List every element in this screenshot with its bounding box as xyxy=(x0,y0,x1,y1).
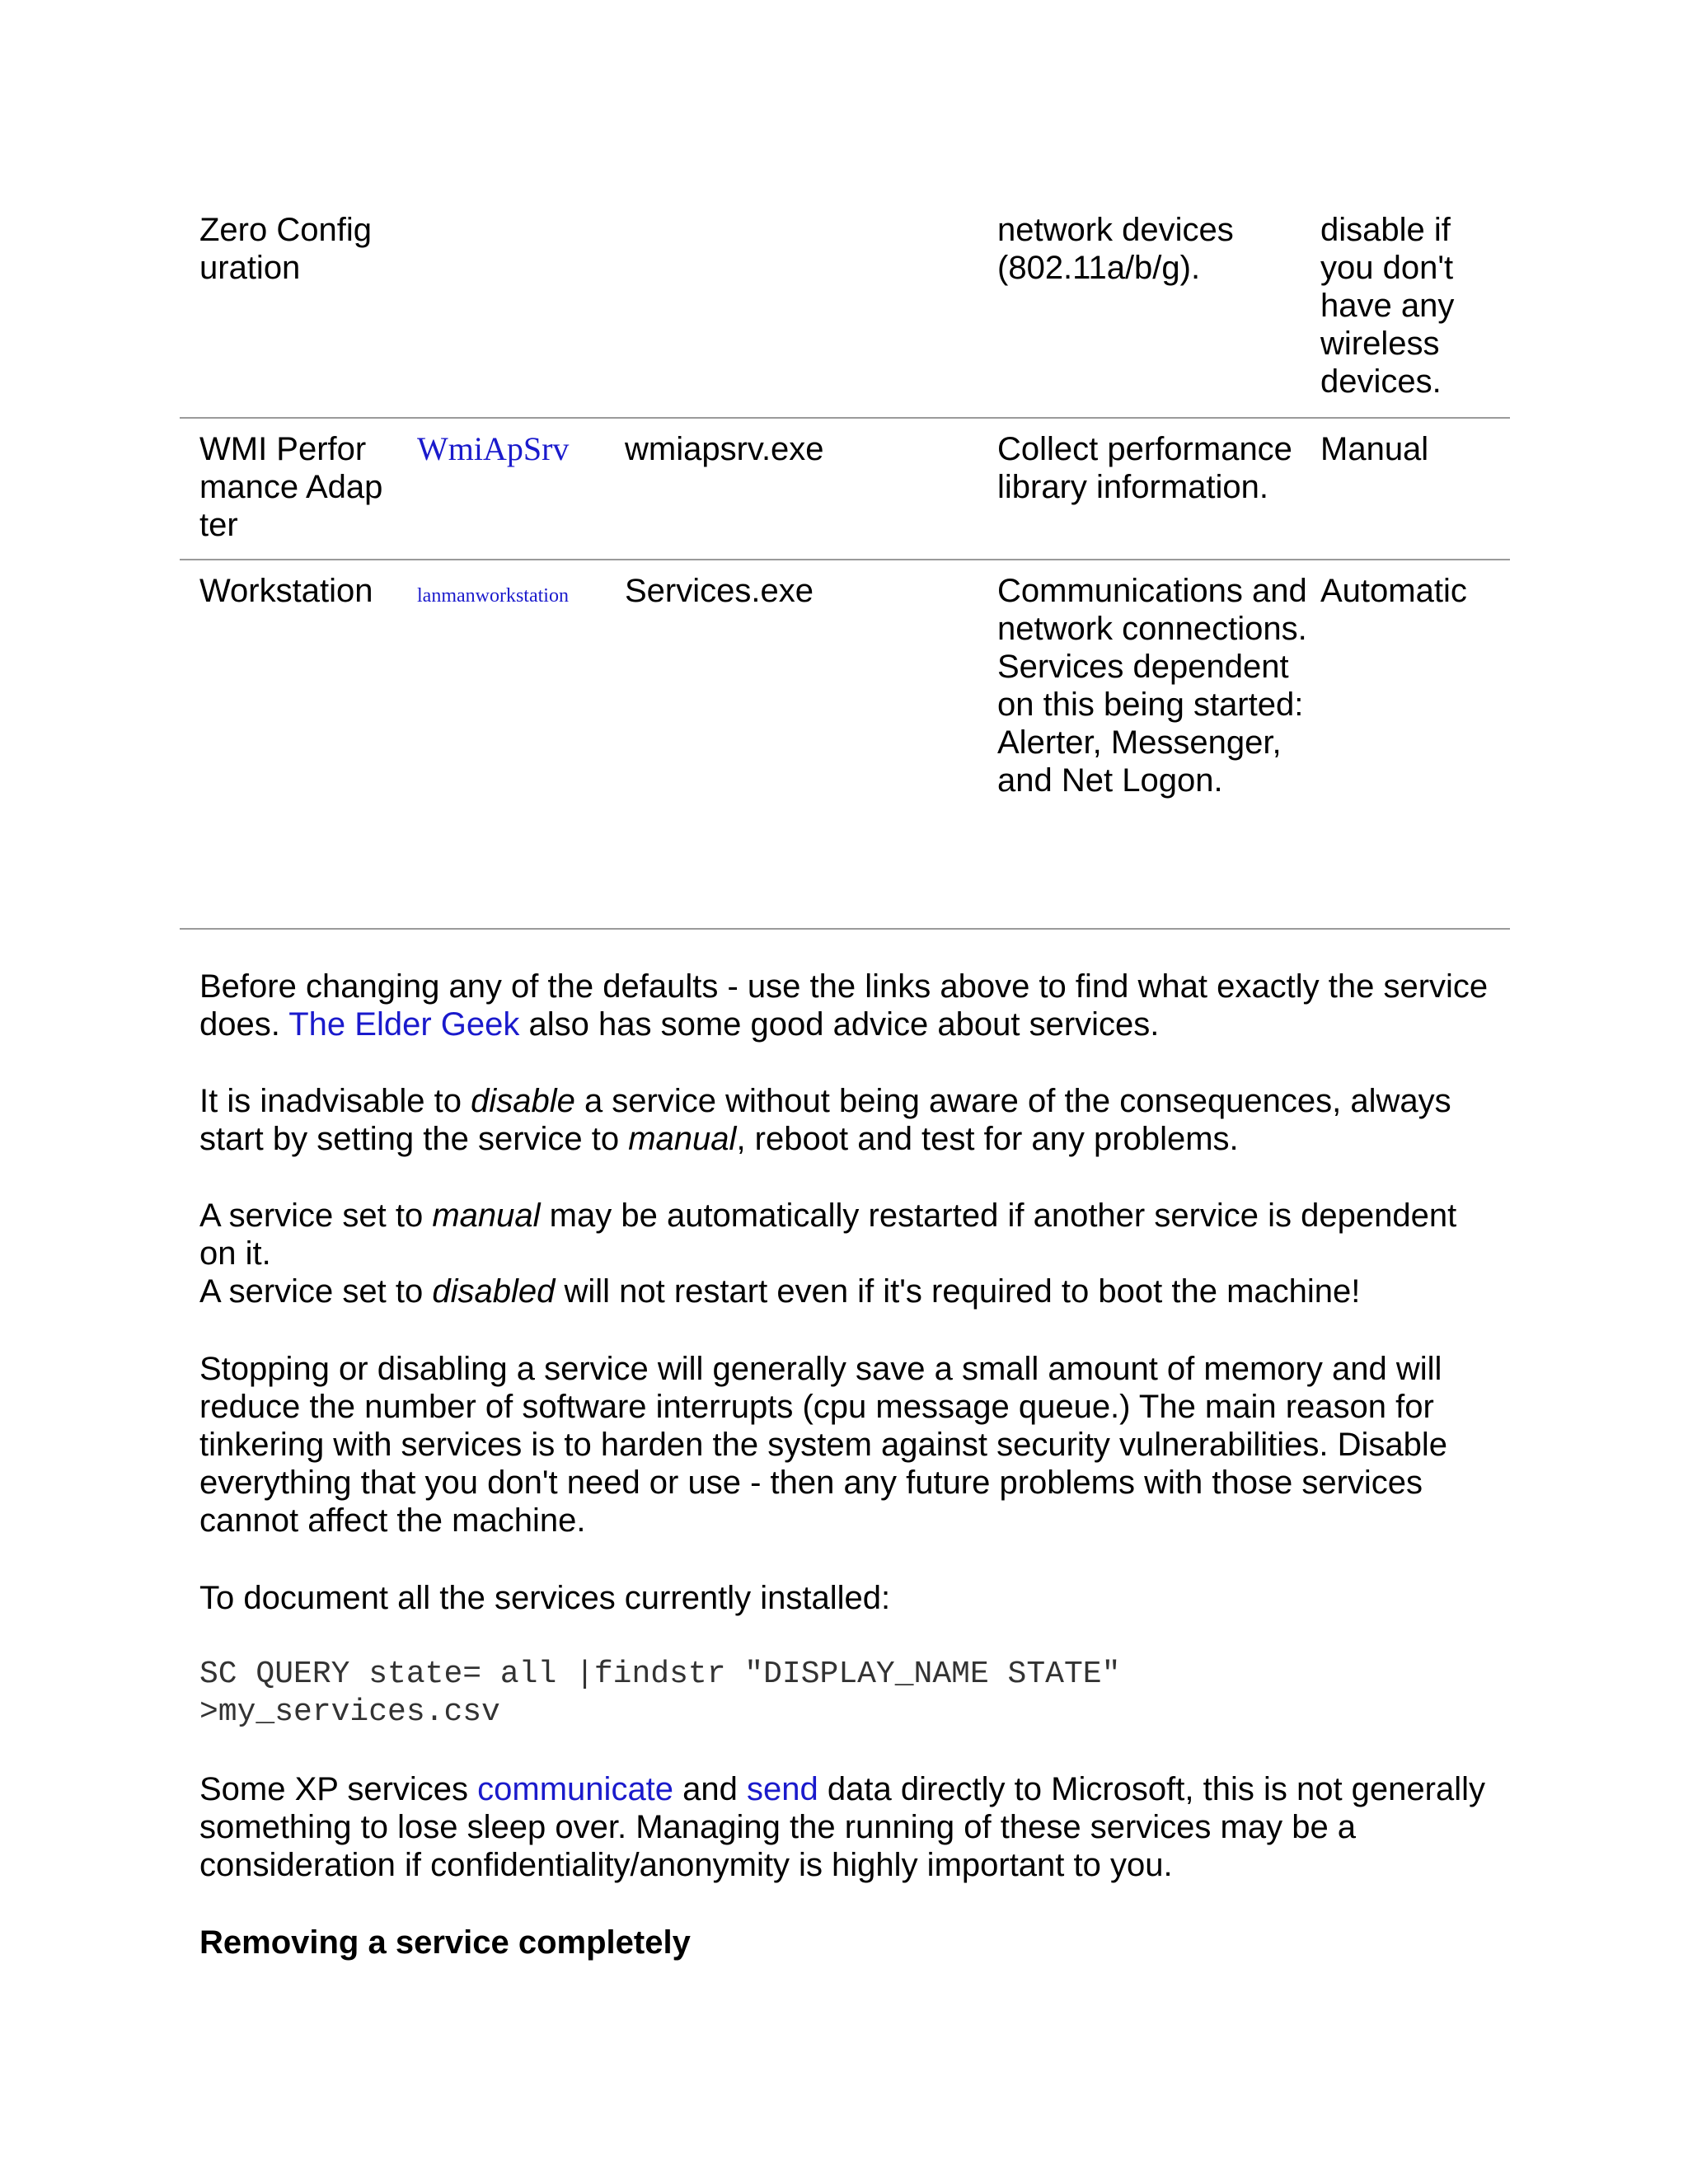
service-executable: Services.exe xyxy=(625,573,814,609)
text: Before changing any of the defaults - use the links above to find what exactly the service does. xyxy=(199,968,1489,1043)
emphasis: manual xyxy=(432,1197,541,1234)
paragraph-defaults-advice xyxy=(199,968,1502,1043)
table-row xyxy=(180,560,1510,930)
paragraph-manual-vs-disabled xyxy=(199,1197,1502,1310)
table-row xyxy=(180,206,1510,419)
service-name-link[interactable]: WmiApSrv xyxy=(417,430,570,467)
service-display-name: WMI Performance Adapter xyxy=(199,431,383,543)
text: also has some good advice about services. xyxy=(519,1006,1160,1043)
table-row xyxy=(180,419,1510,560)
text: data directly to Microsoft, this is not generally something to lose sleep over. Managing the running of these services may be a consideration if confidentiality/anonymity is highly important to you. xyxy=(199,1771,1486,1883)
service-default-setting: Automatic xyxy=(1320,573,1467,609)
paragraph-microsoft-services xyxy=(199,1770,1502,1884)
paragraph-disable-warning xyxy=(199,1082,1502,1158)
text: will not restart even if it's required to boot the machine! xyxy=(555,1273,1361,1310)
emphasis: manual xyxy=(628,1121,737,1157)
service-executable: wmiapsrv.exe xyxy=(625,431,824,467)
service-display-name: Zero Configuration xyxy=(199,212,372,286)
text: A service set to xyxy=(199,1197,433,1234)
emphasis: disabled xyxy=(432,1273,556,1310)
send-link[interactable]: send xyxy=(747,1771,818,1807)
communicate-link[interactable]: communicate xyxy=(477,1771,674,1807)
text: It is inadvisable to xyxy=(199,1083,471,1119)
service-default-setting: Manual xyxy=(1320,431,1429,467)
line-disabled xyxy=(199,1272,1502,1310)
service-description: Communications and network connections. Services dependent on this being started: Alerter, Messenger, and Net Logon. xyxy=(997,573,1307,799)
text: , reboot and test for any problems. xyxy=(736,1121,1239,1157)
text: a service without being aware of the consequences, always start by setting the service to xyxy=(199,1083,1451,1157)
elder-geek-link[interactable]: The Elder Geek xyxy=(288,1006,520,1043)
service-default-setting: disable if you don't have any wireless devices. xyxy=(1320,212,1455,400)
text: and xyxy=(673,1771,748,1807)
service-name-link[interactable]: lanmanworkstation xyxy=(417,585,569,607)
service-display-name: Workstation xyxy=(199,573,373,609)
text: A service set to xyxy=(199,1273,433,1310)
service-description: network devices (802.11a/b/g). xyxy=(997,212,1234,286)
paragraph-stopping-services: Stopping or disabling a service will generally save a small amount of memory and will reduce the number of software interrupts (cpu message queue.) The main reason for tinkering with services is to harden the system against security vulnerabilities. Disable everything that you don't need or use - then any future problems with those services cannot affect the machine. xyxy=(199,1351,1448,1539)
services-table xyxy=(180,206,1510,930)
text: Some XP services xyxy=(199,1771,478,1807)
emphasis: disable xyxy=(471,1083,575,1119)
code-block: SC QUERY state= all |findstr "DISPLAY_NAME STATE" >my_services.csv xyxy=(199,1657,1121,1730)
section-heading: Removing a service completely xyxy=(199,1924,691,1961)
paragraph-document-services: To document all the services currently installed: xyxy=(199,1580,891,1616)
line-manual xyxy=(199,1197,1502,1272)
text: may be automatically restarted if another service is dependent on it. xyxy=(199,1197,1457,1272)
service-description: Collect performance library information. xyxy=(997,431,1292,505)
